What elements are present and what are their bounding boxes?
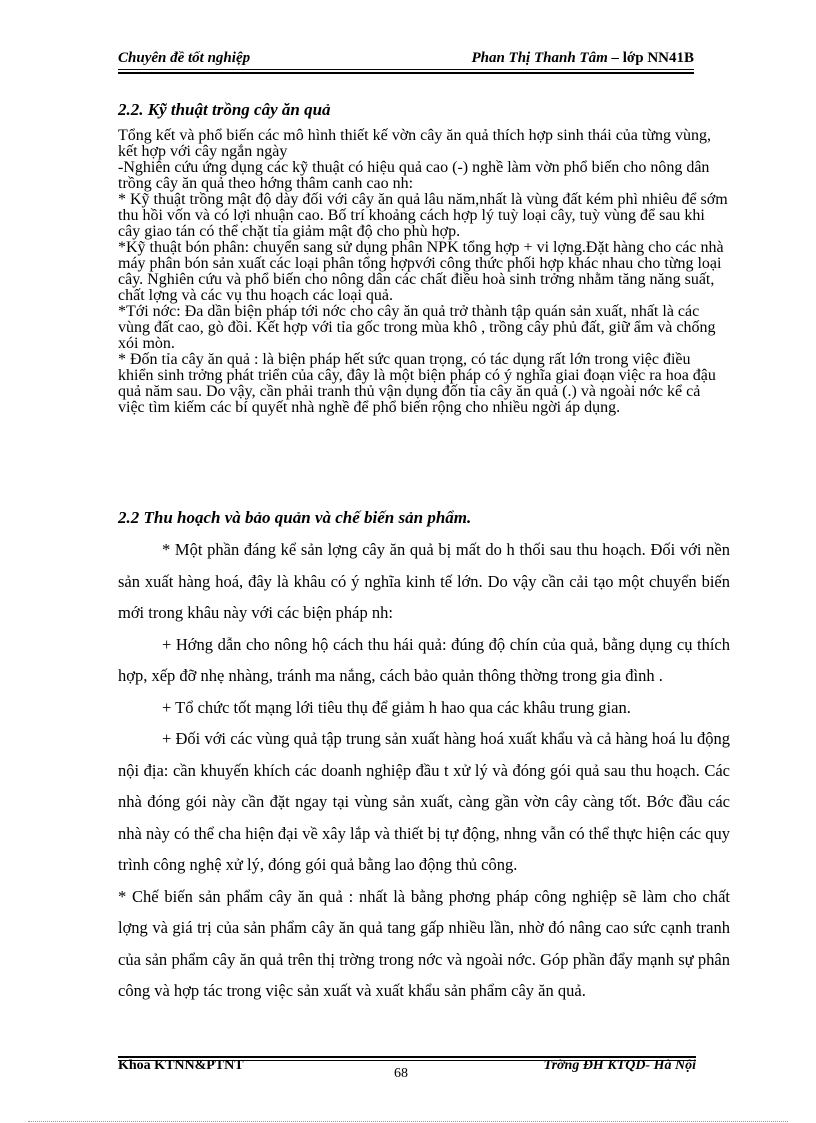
paragraph: Tổng kết và phổ biến các mô hình thiết kế vờn cây ăn quả thích hợp sinh thái của từng vùng, kết hợp với cây ngắn ngày (118, 127, 712, 160)
paragraph: + Đối với các vùng quả tập trung sản xuất hàng hoá xuất khẩu và cả hàng hoá lu động nội địa: cần khuyến khích các doanh nghiệp đầu t xử lý và đóng gói quả sau thu hoạch. Các nhà đóng gói này cần đặt ngay tại vùng sản xuất, càng gần vờn cây càng tốt. Bớc đầu các nhà này có thể cha hiện đại về xây lắp và thiết bị tự động, nhng vẫn có thể thực hiện các quy trình công nghệ xử lý, đóng gói quả bằng lao động thủ công. (118, 729, 730, 874)
paragraph: *Kỹ thuật bón phân: chuyển sang sử dụng phân NPK tổng hợp + vi lợng.Đặt hàng cho các nhà máy phân bón sản xuất các loại phân tổng hợpvới công thức phối hợp khác nhau cho từng loại cây. Nghiên cứu và phổ biến cho nông dân các chất điều hoà sinh trởng nhằm tăng năng suất, chất lợng và các vụ thu hoạch các loại quả. (118, 239, 724, 304)
paragraph: -Nghiên cứu ứng dụng các kỹ thuật có hiệu quả cao (-) nghề làm vờn phổ biến cho nông dân trồng cây ăn quả theo hớng thâm canh cao nh: (118, 159, 710, 192)
header-separator: – (611, 50, 619, 66)
footer-university: Trờng ĐH KTQD- Hà Nội (543, 1058, 696, 1073)
header-author: Phan Thị Thanh Tâm (471, 50, 608, 66)
paragraph: * Chế biến sản phẩm cây ăn quả : nhất là bằng phơng pháp công nghiệp sẽ làm cho chất lợng và giá trị của sản phẩm cây ăn quả tang gấp nhiều lần, nhờ đó nâng cao sức cạnh tranh của sản phẩm cây ăn quả trên thị trờng trong nớc và ngoài nớc. Góp phần đẩy mạnh sự phân công và hợp tác trong việc sản xuất và xuất khẩu sản phẩm cây ăn quả. (118, 886, 730, 1000)
section-harvest-body (118, 534, 730, 1007)
header-class: lớp NN41B (622, 50, 694, 66)
paragraph: *Tới nớc: Đa dần biện pháp tới nớc cho cây ăn quả trở thành tập quán sản xuất, nhất là các vùng đất cao, gò đồi. Kết hợp với tỉa gốc trong mùa khô , trồng cây phủ đất, giữ ẩm và chống xói mòn. (118, 303, 716, 352)
paragraph: * Kỹ thuật trồng mật độ dày đối với cây ăn quả lâu năm,nhất là vùng đất kém phì nhiêu để sớm thu hồi vốn và có lợi nhuận cao. Bố trí khoảng cách hợp lý tuỳ loại cây, tuỳ vùng để sau khi cây giao tán có thể chặt tỉa giảm mật độ cho phù hợp. (118, 191, 728, 240)
header-rule (118, 69, 694, 70)
paragraph: * Đốn tỉa cây ăn quả : là biện pháp hết sức quan trọng, có tác dụng rất lớn trong việc điều khiển sinh trởng phát triển của cây, đây là một biện pháp có ý nghĩa giai đoạn việc ra hoa đậu quả năm sau. Do vậy, cần phải tranh thủ vận dụng đốn tỉa cây ăn quả (.) và ngoài nớc kể cả việc tìm kiếm các bí quyết nhà nghề để phổ biến rộng cho nhiều ngời áp dụng. (118, 351, 716, 416)
section-heading-harvest: 2.2 Thu hoạch và bảo quản và chế biến sản phẩm. (118, 508, 472, 527)
paragraph: + Tổ chức tốt mạng lới tiêu thụ để giảm h hao qua các khâu trung gian. (162, 697, 631, 717)
header-author-class (471, 50, 694, 67)
page-edge-dotted-line (28, 1121, 788, 1122)
paragraph: + Hớng dẫn cho nông hộ cách thu hái quả: đúng độ chín của quả, bằng dụng cụ thích hợp, xếp đỡ nhẹ nhàng, tránh ma nắng, cách bảo quản thông thờng trong gia đình . (118, 634, 730, 685)
footer-faculty: Khoa KTNN&PTNT (118, 1058, 244, 1073)
header-thesis-title: Chuyên đề tốt nghiệp (118, 50, 251, 66)
header-rule-thick (118, 72, 694, 74)
section-heading-cultivation: 2.2. Kỹ thuật trồng cây ăn quả (118, 100, 331, 119)
paragraph: * Một phần đáng kể sản lợng cây ăn quả bị mất do h thối sau thu hoạch. Đối với nền sản xuất hàng hoá, đây là khâu có ý nghĩa kinh tế lớn. Do vậy cần cải tạo một chuyển biến mới trong khâu này với các biện pháp nh: (118, 540, 730, 622)
page-number: 68 (394, 1066, 408, 1081)
section-cultivation-body (118, 128, 728, 416)
